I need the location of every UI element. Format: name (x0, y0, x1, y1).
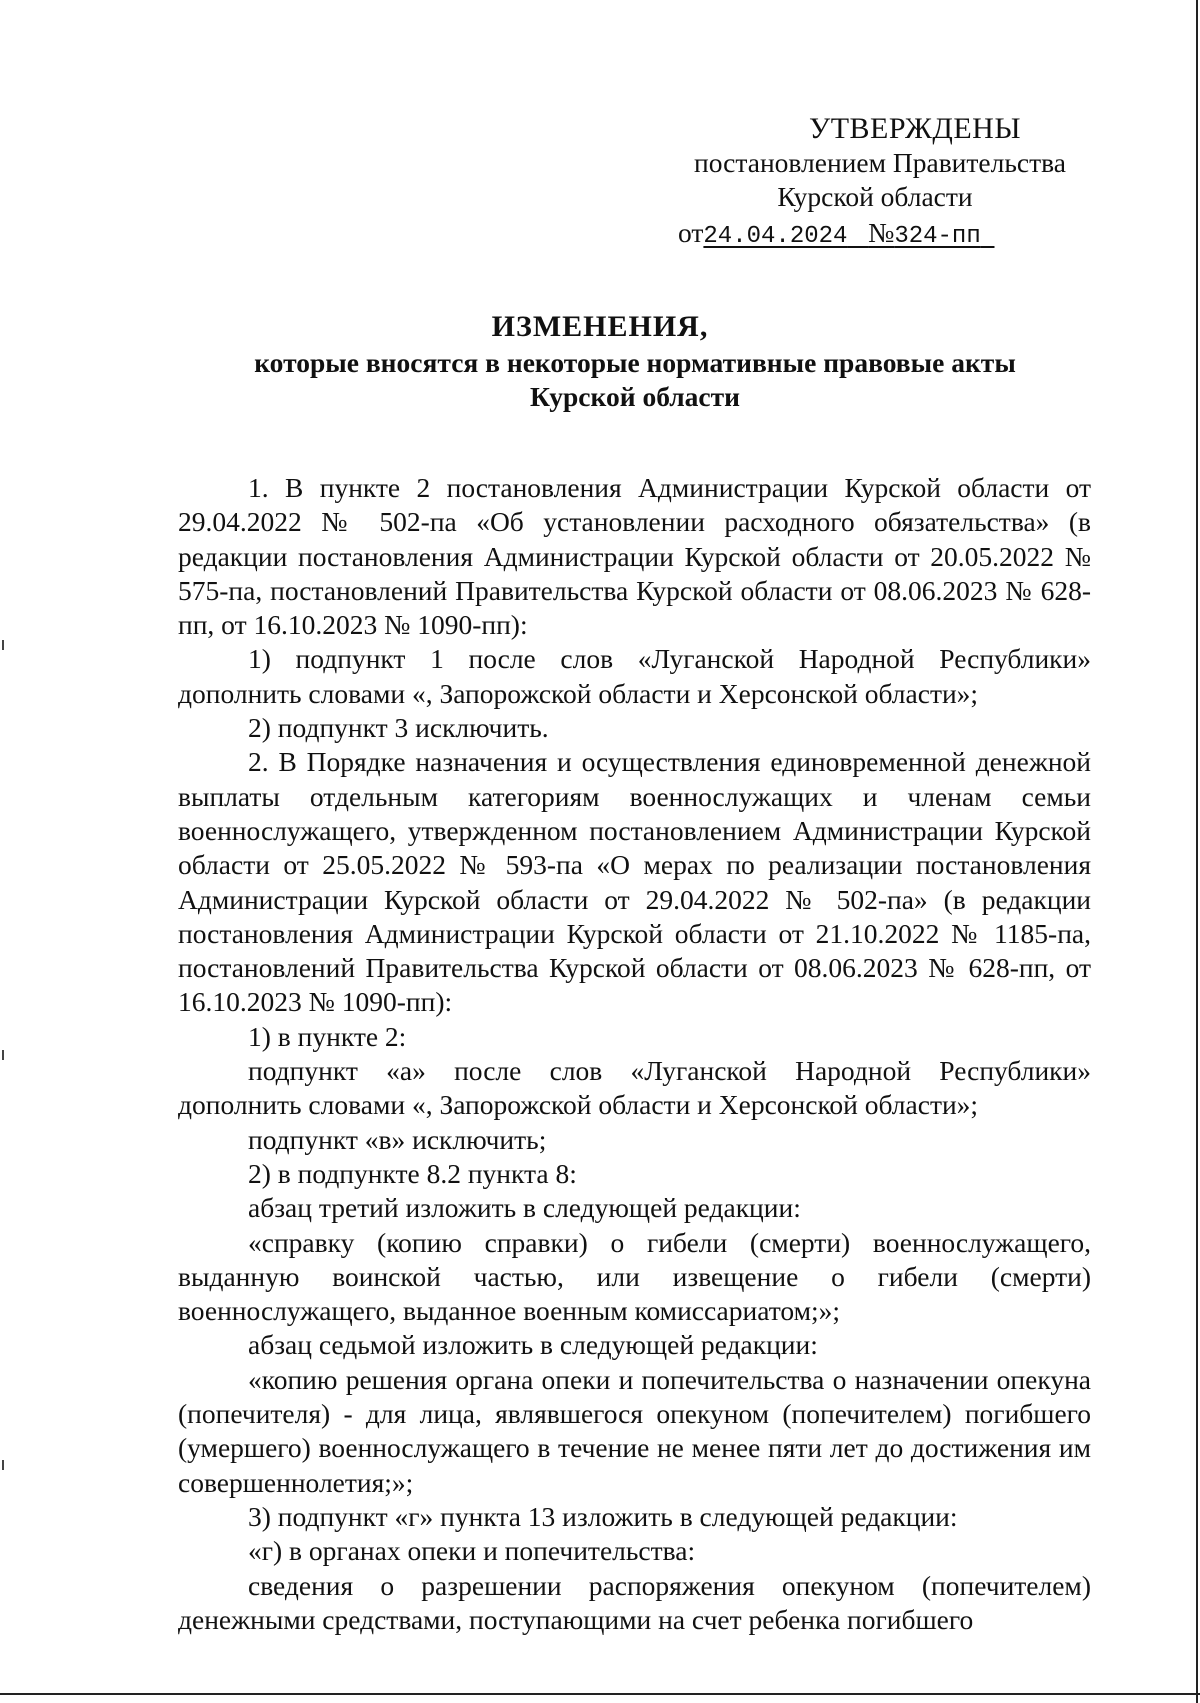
scan-bottom-edge (0, 1693, 1200, 1695)
approved-label: УТВЕРЖДЕНЫ (808, 112, 1022, 145)
punch-mark (2, 640, 4, 650)
paragraph: подпункт «а» после слов «Луганской Народной Республики» дополнить словами «, Запорожской области и Херсонской области»; (178, 1055, 1091, 1121)
paragraph: 3) подпункт «г» пункта 13 изложить в следующей редакции: (248, 1500, 958, 1532)
paragraph: сведения о разрешении распоряжения опекуном (попечителем) денежными средствами, поступающими на счет ребенка погибшего (178, 1569, 1091, 1635)
paragraph: 2. В Порядке назначения и осуществления единовременной денежной выплаты отдельным категориям военнослужащих и членам семьи военнослужащего, утвержденном постановлением Администрации Курской области от 25.05.2022 № 593-па «О мерах по реализации постановления Администрации Курской области от 29.04.2022 № 502-па» (в редакции постановления Администрации Курской области от 21.10.2022 № 1185-па, постановлений Правительства Курской области от 08.06.2023 № 628-пп, от 16.10.2023 № 1090-пп): (178, 746, 1091, 1018)
paragraph: абзац седьмой изложить в следующей редакции: (248, 1329, 818, 1361)
date-number-line (678, 216, 1100, 254)
document-subtitle: которые вносятся в некоторые нормативные правовые акты (254, 347, 1016, 378)
approval-stamp-block (660, 112, 1100, 254)
number-prefix: № (868, 217, 895, 248)
paragraph: «копию решения органа опеки и попечительства о назначении опекуна (попечителя) - для лица, являвшегося опекуном (попечителем) погибшего (умершего) военнослужащего в течение не менее пяти лет до достижения им совершеннолетия;»; (178, 1363, 1091, 1498)
punch-mark (2, 1460, 4, 1470)
paragraph: 2) в подпункте 8.2 пункта 8: (248, 1157, 577, 1189)
resolution-number: 324-пп (894, 223, 981, 250)
date-prefix: от (678, 217, 704, 248)
paragraph: 2) подпункт 3 исключить. (248, 712, 549, 744)
resolution-label: постановлением Правительства (694, 147, 1066, 178)
paragraph: 1) подпункт 1 после слов «Луганской Народной Республики» дополнить словами «, Запорожской области и Херсонской области»; (178, 643, 1091, 709)
paragraph: 1) в пункте 2: (248, 1020, 407, 1052)
document-title: ИЗМЕНЕНИЯ, (491, 310, 709, 343)
paragraph: 1. В пункте 2 постановления Администрации Курской области от 29.04.2022 № 502-па «Об установлении расходного обязательства» (в редакции постановления Администрации Курской области от 20.05.2022 № 575-па, постановлений Правительства Курской области от 08.06.2023 № 628-пп, от 16.10.2023 № 1090-пп): (178, 472, 1091, 641)
region-label: Курской области (777, 181, 973, 212)
paragraph: подпункт «в» исключить; (248, 1123, 547, 1155)
resolution-date: 24.04.2024 (703, 223, 848, 250)
punch-mark (2, 1050, 4, 1060)
paragraph: «справку (копию справки) о гибели (смерти) военнослужащего, выданную воинской частью, или извещение о гибели (смерти) военнослужащего, выданное военным комиссариатом;»; (178, 1226, 1091, 1327)
document-subtitle-region: Курской области (529, 381, 740, 412)
paragraph: «г) в органах опеки и попечительства: (248, 1535, 696, 1567)
document-body (178, 471, 1091, 1637)
paragraph: абзац третий изложить в следующей редакции: (248, 1192, 801, 1224)
scan-right-edge (1196, 0, 1198, 1703)
